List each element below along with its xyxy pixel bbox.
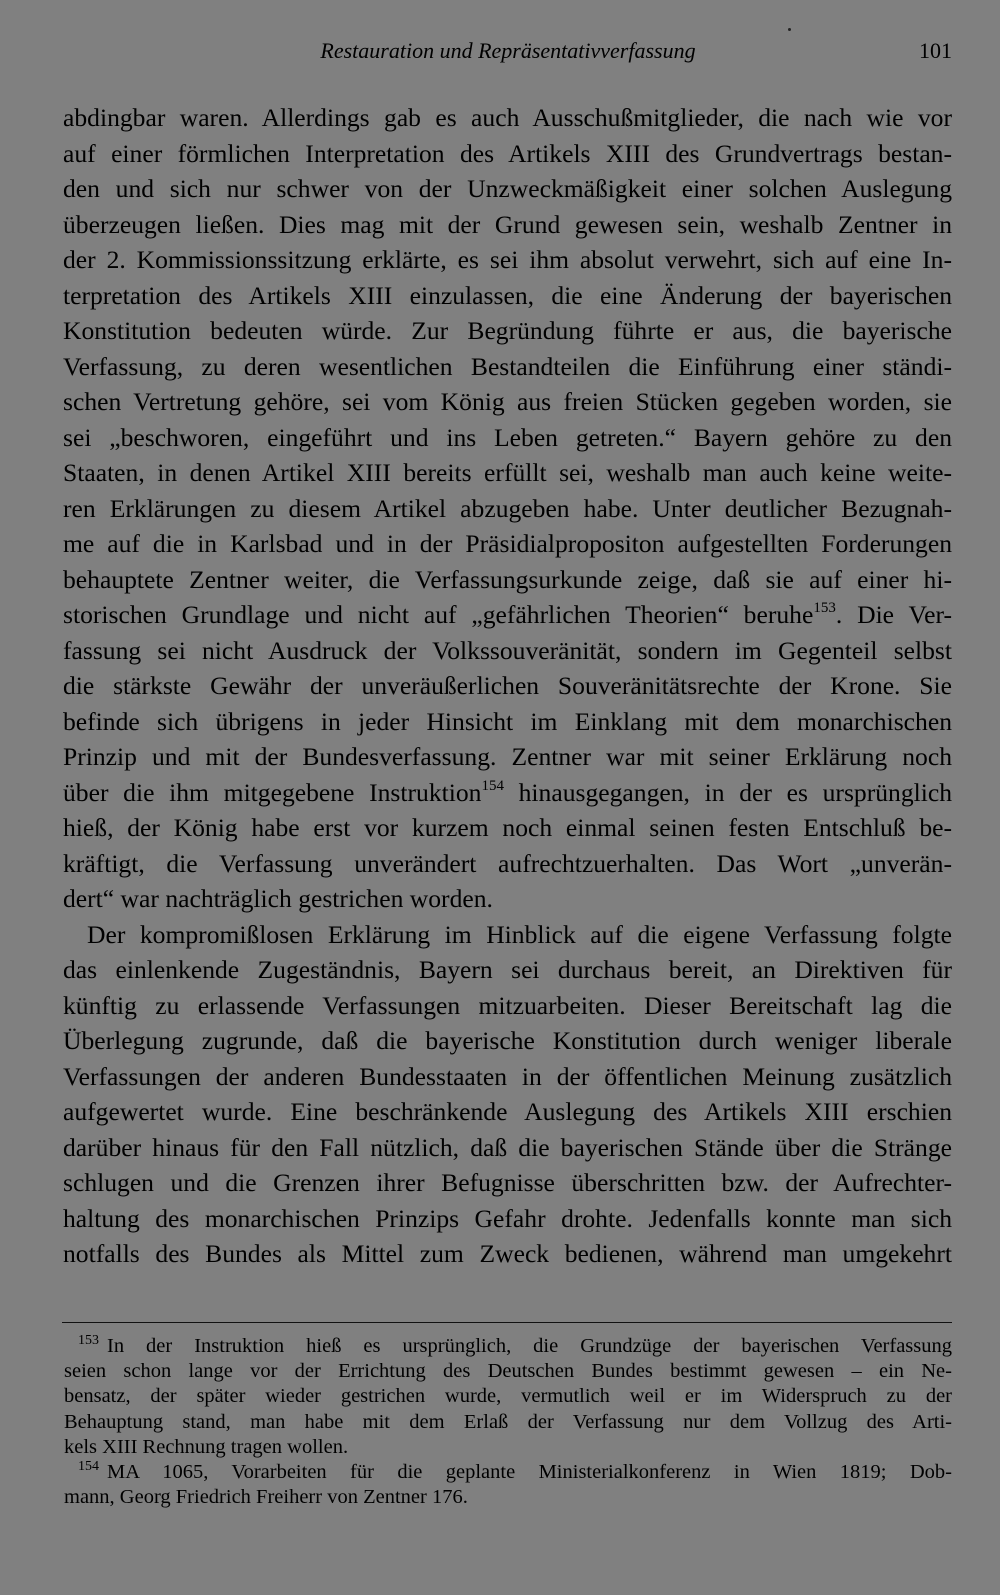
text-line: schen Vertretung gehöre, sei vom König aus freien Stücken gegeben worden, sie — [63, 387, 952, 416]
footnote-line: mann, Georg Friedrich Freiherr von Zentner 176. — [64, 1486, 468, 1509]
footnote-154 — [64, 1460, 952, 1510]
text-line-with-footnote-ref — [63, 775, 952, 811]
text-line: Prinzip und mit der Bundesverfassung. Zentner war mit seiner Erklärung noch — [63, 742, 952, 771]
footnote-line: seien schon lange vor der Errichtung des Deutschen Bundes bestimmt gewesen – ein Ne- — [64, 1360, 952, 1383]
text-line: Staaten, in denen Artikel XIII bereits erfüllt sei, weshalb man auch keine weite- — [63, 458, 952, 487]
text-line: behauptete Zentner weiter, die Verfassungsurkunde zeige, daß sie auf einer hi- — [63, 564, 952, 594]
text-line: dert“ war nachträglich gestrichen worden. — [63, 884, 493, 913]
footnote-line: Behauptung stand, man habe mit dem Erlaß der Verfassung nur dem Vollzug des Arti- — [64, 1410, 952, 1433]
footnote-number: 153 — [78, 1333, 99, 1348]
text-segment: . Die Ver- — [835, 600, 952, 629]
text-line: abdingbar waren. Allerdings gab es auch Ausschußmitglieder, die nach wie vor — [63, 103, 952, 132]
text-line: auf einer förmlichen Interpretation des Artikels XIII des Grundvertrags bestan- — [63, 138, 952, 168]
text-line: Konstitution bedeuten würde. Zur Begründung führte er aus, die bayerische — [63, 316, 952, 345]
footnote-number: 154 — [78, 1459, 99, 1475]
scan-speck — [788, 28, 791, 31]
text-line: der 2. Kommissionssitzung erklärte, es sei ihm absolut verwehrt, sich auf eine In- — [63, 245, 952, 274]
text-line: haltung des monarchischen Prinzips Gefahr drohte. Jedenfalls konnte man sich — [63, 1203, 952, 1233]
footnote-ref-153[interactable]: 153 — [813, 600, 836, 616]
text-line: schlugen und die Grenzen ihrer Befugnisse überschritten bzw. der Aufrechter- — [63, 1168, 952, 1197]
text-line: die stärkste Gewähr der unveräußerlichen Souveränitätsrechte der Krone. Sie — [63, 671, 952, 700]
footnote-line: kels XIII Rechnung tragen wollen. — [64, 1435, 349, 1458]
text-line: überzeugen ließen. Dies mag mit der Grund gewesen sein, weshalb Zentner in — [63, 209, 952, 239]
text-line: fassung sei nicht Ausdruck der Volkssouveränität, sondern im Gegenteil selbst — [63, 635, 952, 665]
page-header — [64, 36, 952, 70]
text-line: Der kompromißlosen Erklärung im Hinblick auf die eigene Verfassung folgte — [87, 919, 952, 949]
paragraph-2 — [63, 917, 952, 1272]
running-title: Restauration und Repräsentativverfassung — [320, 38, 696, 63]
text-line-with-footnote-ref — [63, 597, 952, 633]
text-line: me auf die in Karlsbad und in der Präsidialpropositon aufgestellten Forderungen — [63, 529, 952, 558]
footnote-text: MA 1065, Vorarbeiten für die geplante Ministerialkonferenz in Wien 1819; Dob- — [107, 1461, 952, 1484]
page-number: 101 — [919, 38, 952, 63]
text-line: hieß, der König habe erst vor kurzem noch einmal seinen festen Entschluß be- — [63, 813, 952, 842]
footnote-line — [64, 1334, 952, 1359]
text-line: künftig zu erlassende Verfassungen mitzuarbeiten. Dieser Bereitschaft lag die — [63, 990, 952, 1020]
text-line: befinde sich übrigens in jeder Hinsicht im Einklang mit dem monarchischen — [63, 706, 952, 736]
text-line: ren Erklärungen zu diesem Artikel abzugeben habe. Unter deutlicher Bezugnah- — [63, 493, 952, 523]
text-line: sei „beschworen, eingeführt und ins Leben getreten.“ Bayern gehöre zu den — [63, 422, 952, 452]
footnote-text: In der Instruktion hieß es ursprünglich, die Grundzüge der bayerischen Verfassung — [107, 1335, 952, 1357]
text-line: darüber hinaus für den Fall nützlich, daß die bayerischen Stände über die Stränge — [63, 1132, 952, 1162]
text-line: terpretation des Artikels XIII einzulassen, die eine Änderung der bayerischen — [63, 280, 952, 310]
text-line: Verfassung, zu deren wesentlichen Bestandteilen die Einführung einer ständi- — [63, 351, 952, 381]
text-segment: hinausgegangen, in der es ursprünglich — [503, 777, 952, 807]
footnote-divider — [62, 1322, 952, 1323]
main-text — [63, 100, 952, 1272]
footnote-line — [64, 1460, 952, 1485]
text-line: Verfassungen der anderen Bundesstaaten in der öffentlichen Meinung zusätzlich — [63, 1061, 952, 1091]
text-line: den und sich nur schwer von der Unzweckmäßigkeit einer solchen Auslegung — [63, 174, 952, 203]
footnote-line: bensatz, der später wieder gestrichen wurde, vermutlich weil er im Widerspruch zu der — [64, 1385, 952, 1408]
footnotes — [64, 1334, 952, 1510]
text-segment: storischen Grundlage und nicht auf „gefährlichen Theorien“ beruhe — [63, 600, 814, 629]
text-line: notfalls des Bundes als Mittel zum Zweck bedienen, während man umgekehrt — [63, 1239, 952, 1268]
paragraph-1 — [63, 100, 952, 917]
text-segment: über die ihm mitgegebene Instruktion — [63, 777, 482, 807]
text-line: Überlegung zugrunde, daß die bayerische Konstitution durch weniger liberale — [63, 1026, 952, 1055]
text-line: aufgewertet wurde. Eine beschränkende Auslegung des Artikels XIII erschien — [63, 1097, 952, 1126]
text-line: kräftigt, die Verfassung unverändert aufrechtzuerhalten. Das Wort „unverän- — [63, 848, 952, 878]
footnote-ref-154[interactable]: 154 — [481, 777, 504, 794]
text-line: das einlenkende Zugeständnis, Bayern sei durchaus bereit, an Direktiven für — [63, 955, 952, 984]
footnote-153 — [64, 1334, 952, 1460]
